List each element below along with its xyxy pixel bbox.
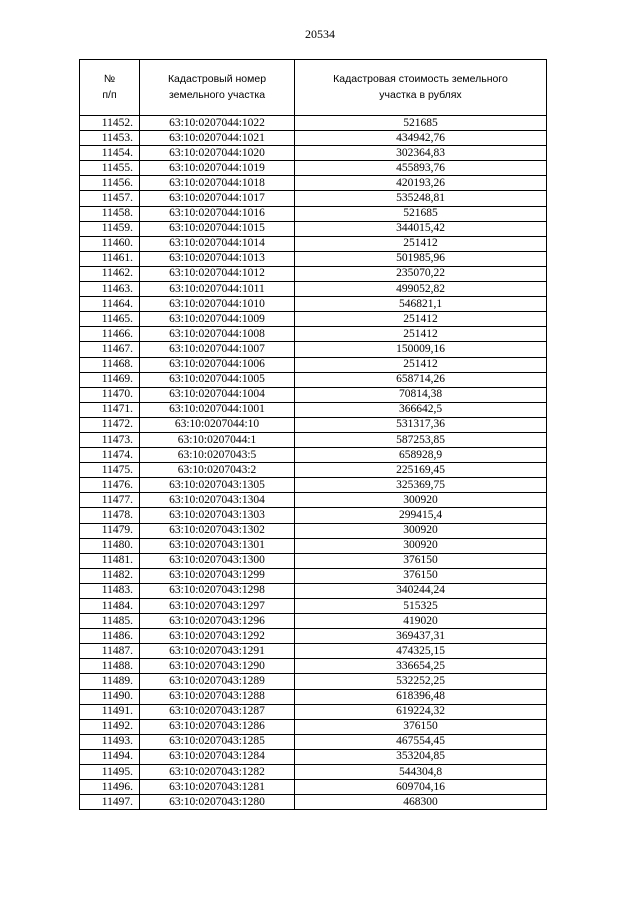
cadastral-value: 353204,85 — [295, 749, 547, 764]
row-number: 11470. — [80, 387, 140, 402]
cadastral-number: 63:10:0207043:1302 — [140, 523, 295, 538]
cadastral-value: 618396,48 — [295, 689, 547, 704]
table-row — [80, 432, 547, 447]
cadastral-number: 63:10:0207044:1011 — [140, 282, 295, 297]
table-row — [80, 478, 547, 493]
row-number: 11461. — [80, 251, 140, 266]
cadastral-value: 532252,25 — [295, 674, 547, 689]
table-row — [80, 387, 547, 402]
table-row — [80, 780, 547, 795]
cadastral-number: 63:10:0207044:1013 — [140, 251, 295, 266]
table-row — [80, 508, 547, 523]
cadastral-number: 63:10:0207044:1004 — [140, 387, 295, 402]
cadastral-value: 251412 — [295, 312, 547, 327]
row-number: 11474. — [80, 448, 140, 463]
cadastral-number: 63:10:0207043:1288 — [140, 689, 295, 704]
table-row — [80, 765, 547, 780]
cadastral-value: 419020 — [295, 614, 547, 629]
cadastral-value: 467554,45 — [295, 734, 547, 749]
cadastral-value: 619224,32 — [295, 704, 547, 719]
cadastral-value: 535248,81 — [295, 191, 547, 206]
row-number: 11464. — [80, 297, 140, 312]
row-number: 11476. — [80, 478, 140, 493]
cadastral-value: 531317,36 — [295, 417, 547, 432]
cadastral-value: 434942,76 — [295, 131, 547, 146]
row-number: 11480. — [80, 538, 140, 553]
row-number: 11493. — [80, 734, 140, 749]
table-row — [80, 357, 547, 372]
row-number: 11469. — [80, 372, 140, 387]
table-row — [80, 342, 547, 357]
row-number: 11473. — [80, 432, 140, 447]
row-number: 11471. — [80, 402, 140, 417]
cadastral-value: 369437,31 — [295, 629, 547, 644]
row-number: 11492. — [80, 719, 140, 734]
cadastral-value: 501985,96 — [295, 251, 547, 266]
cadastral-number: 63:10:0207043:1280 — [140, 795, 295, 810]
cadastral-number: 63:10:0207043:2 — [140, 463, 295, 478]
table-row — [80, 629, 547, 644]
row-number: 11489. — [80, 674, 140, 689]
table-row — [80, 583, 547, 598]
table-row — [80, 553, 547, 568]
row-number: 11465. — [80, 312, 140, 327]
table-row — [80, 131, 547, 146]
cadastral-value: 515325 — [295, 599, 547, 614]
cadastral-number: 63:10:0207043:1292 — [140, 629, 295, 644]
row-number: 11485. — [80, 614, 140, 629]
row-number: 11453. — [80, 131, 140, 146]
cadastral-number: 63:10:0207044:1015 — [140, 221, 295, 236]
table-row — [80, 599, 547, 614]
row-number: 11478. — [80, 508, 140, 523]
cadastral-value: 300920 — [295, 523, 547, 538]
cadastral-number: 63:10:0207043:1291 — [140, 644, 295, 659]
table-row — [80, 176, 547, 191]
table-row — [80, 372, 547, 387]
cadastral-number: 63:10:0207043:1281 — [140, 780, 295, 795]
header-cadastral-number: Кадастровый номер земельного участка — [140, 60, 295, 116]
cadastral-number: 63:10:0207044:1010 — [140, 297, 295, 312]
table-row — [80, 327, 547, 342]
cadastral-number: 63:10:0207044:1020 — [140, 146, 295, 161]
cadastral-value: 251412 — [295, 327, 547, 342]
cadastral-number: 63:10:0207043:1303 — [140, 508, 295, 523]
row-number: 11458. — [80, 206, 140, 221]
table-row — [80, 448, 547, 463]
cadastral-table — [79, 59, 547, 810]
cadastral-value: 251412 — [295, 357, 547, 372]
header-cadastral-value: Кадастровая стоимость земельного участка в рублях — [295, 60, 547, 116]
row-number: 11455. — [80, 161, 140, 176]
row-number: 11495. — [80, 765, 140, 780]
cadastral-value: 499052,82 — [295, 282, 547, 297]
row-number: 11466. — [80, 327, 140, 342]
cadastral-value: 376150 — [295, 568, 547, 583]
cadastral-number: 63:10:0207043:1300 — [140, 553, 295, 568]
row-number: 11494. — [80, 749, 140, 764]
cadastral-value: 225169,45 — [295, 463, 547, 478]
cadastral-number: 63:10:0207044:1005 — [140, 372, 295, 387]
row-number: 11459. — [80, 221, 140, 236]
cadastral-number: 63:10:0207044:1021 — [140, 131, 295, 146]
cadastral-number: 63:10:0207044:1007 — [140, 342, 295, 357]
cadastral-number: 63:10:0207043:1304 — [140, 493, 295, 508]
cadastral-number: 63:10:0207043:1287 — [140, 704, 295, 719]
table-row — [80, 493, 547, 508]
table-row — [80, 312, 547, 327]
table-row — [80, 795, 547, 810]
table-row — [80, 734, 547, 749]
cadastral-value: 300920 — [295, 493, 547, 508]
cadastral-value: 376150 — [295, 553, 547, 568]
cadastral-value: 251412 — [295, 236, 547, 251]
cadastral-value: 366642,5 — [295, 402, 547, 417]
cadastral-number: 63:10:0207044:1022 — [140, 116, 295, 131]
row-number: 11481. — [80, 553, 140, 568]
row-number: 11477. — [80, 493, 140, 508]
table-row — [80, 221, 547, 236]
cadastral-number: 63:10:0207044:1016 — [140, 206, 295, 221]
table-row — [80, 538, 547, 553]
cadastral-value: 544304,8 — [295, 765, 547, 780]
page-number: 20534 — [305, 27, 335, 41]
cadastral-value: 150009,16 — [295, 342, 547, 357]
cadastral-number: 63:10:0207044:10 — [140, 417, 295, 432]
row-number: 11454. — [80, 146, 140, 161]
table-row — [80, 749, 547, 764]
cadastral-number: 63:10:0207043:1297 — [140, 599, 295, 614]
table-row — [80, 266, 547, 281]
cadastral-number: 63:10:0207043:1289 — [140, 674, 295, 689]
table-row — [80, 644, 547, 659]
table-row — [80, 523, 547, 538]
cadastral-value: 521685 — [295, 116, 547, 131]
row-number: 11487. — [80, 644, 140, 659]
table-row — [80, 402, 547, 417]
cadastral-value: 376150 — [295, 719, 547, 734]
table-row — [80, 236, 547, 251]
cadastral-number: 63:10:0207043:1298 — [140, 583, 295, 598]
cadastral-number: 63:10:0207043:1305 — [140, 478, 295, 493]
cadastral-number: 63:10:0207043:1286 — [140, 719, 295, 734]
cadastral-number: 63:10:0207043:1282 — [140, 765, 295, 780]
cadastral-number: 63:10:0207044:1012 — [140, 266, 295, 281]
cadastral-value: 70814,38 — [295, 387, 547, 402]
row-number: 11463. — [80, 282, 140, 297]
table-row — [80, 463, 547, 478]
row-number: 11484. — [80, 599, 140, 614]
cadastral-value: 325369,75 — [295, 478, 547, 493]
cadastral-value: 587253,85 — [295, 432, 547, 447]
cadastral-number: 63:10:0207043:1299 — [140, 568, 295, 583]
row-number: 11479. — [80, 523, 140, 538]
cadastral-value: 420193,26 — [295, 176, 547, 191]
table-row — [80, 417, 547, 432]
table-row — [80, 659, 547, 674]
table-body — [80, 116, 547, 810]
cadastral-value: 474325,15 — [295, 644, 547, 659]
cadastral-number: 63:10:0207043:5 — [140, 448, 295, 463]
table-row — [80, 206, 547, 221]
row-number: 11490. — [80, 689, 140, 704]
cadastral-number: 63:10:0207044:1017 — [140, 191, 295, 206]
row-number: 11462. — [80, 266, 140, 281]
table-row — [80, 674, 547, 689]
row-number: 11496. — [80, 780, 140, 795]
cadastral-value: 546821,1 — [295, 297, 547, 312]
table-row — [80, 116, 547, 131]
header-num: № п/п — [80, 60, 140, 116]
cadastral-value: 609704,16 — [295, 780, 547, 795]
cadastral-value: 521685 — [295, 206, 547, 221]
cadastral-value: 340244,24 — [295, 583, 547, 598]
row-number: 11497. — [80, 795, 140, 810]
row-number: 11457. — [80, 191, 140, 206]
row-number: 11452. — [80, 116, 140, 131]
table-header-row — [80, 60, 547, 116]
cadastral-number: 63:10:0207044:1008 — [140, 327, 295, 342]
row-number: 11491. — [80, 704, 140, 719]
table-row — [80, 568, 547, 583]
table-row — [80, 297, 547, 312]
cadastral-number: 63:10:0207043:1296 — [140, 614, 295, 629]
row-number: 11467. — [80, 342, 140, 357]
table-row — [80, 704, 547, 719]
cadastral-value: 344015,42 — [295, 221, 547, 236]
cadastral-number: 63:10:0207044:1014 — [140, 236, 295, 251]
cadastral-value: 336654,25 — [295, 659, 547, 674]
table-row — [80, 614, 547, 629]
cadastral-value: 658928,9 — [295, 448, 547, 463]
cadastral-number: 63:10:0207044:1001 — [140, 402, 295, 417]
row-number: 11486. — [80, 629, 140, 644]
cadastral-value: 302364,83 — [295, 146, 547, 161]
row-number: 11482. — [80, 568, 140, 583]
cadastral-number: 63:10:0207044:1009 — [140, 312, 295, 327]
row-number: 11488. — [80, 659, 140, 674]
row-number: 11472. — [80, 417, 140, 432]
cadastral-value: 300920 — [295, 538, 547, 553]
table-row — [80, 719, 547, 734]
cadastral-number: 63:10:0207044:1006 — [140, 357, 295, 372]
cadastral-number: 63:10:0207043:1284 — [140, 749, 295, 764]
cadastral-number: 63:10:0207043:1290 — [140, 659, 295, 674]
cadastral-value: 455893,76 — [295, 161, 547, 176]
table-row — [80, 191, 547, 206]
cadastral-number: 63:10:0207043:1301 — [140, 538, 295, 553]
row-number: 11460. — [80, 236, 140, 251]
cadastral-number: 63:10:0207043:1285 — [140, 734, 295, 749]
cadastral-number: 63:10:0207044:1019 — [140, 161, 295, 176]
row-number: 11468. — [80, 357, 140, 372]
row-number: 11483. — [80, 583, 140, 598]
table-row — [80, 146, 547, 161]
row-number: 11456. — [80, 176, 140, 191]
cadastral-value: 299415,4 — [295, 508, 547, 523]
cadastral-value: 658714,26 — [295, 372, 547, 387]
row-number: 11475. — [80, 463, 140, 478]
table-row — [80, 689, 547, 704]
cadastral-value: 235070,22 — [295, 266, 547, 281]
table-row — [80, 161, 547, 176]
cadastral-number: 63:10:0207044:1018 — [140, 176, 295, 191]
table-row — [80, 282, 547, 297]
cadastral-value: 468300 — [295, 795, 547, 810]
cadastral-number: 63:10:0207044:1 — [140, 432, 295, 447]
table-row — [80, 251, 547, 266]
